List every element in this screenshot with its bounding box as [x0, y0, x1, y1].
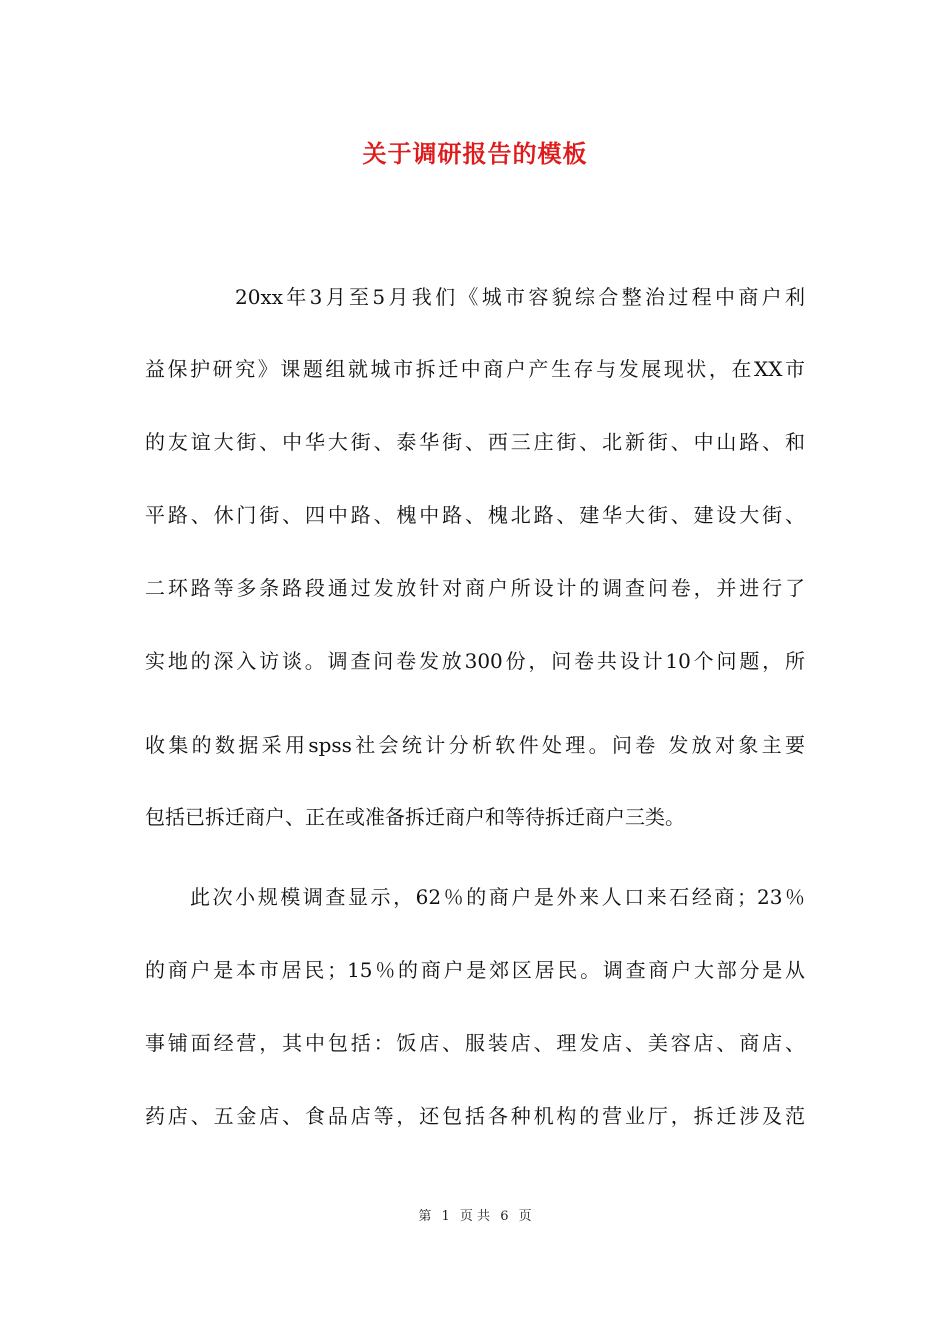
current-page-number: 1 [441, 1209, 450, 1224]
footer-suffix: 页 [518, 1209, 532, 1224]
page-footer [0, 1208, 950, 1226]
paragraph-line: 包括已拆迁商户、正在或准备拆迁商户和等待拆迁商户三类。 [145, 805, 685, 829]
paragraph-line: 实地的深入访谈。调查问卷发放300份，问卷共设计10个问题，所 [145, 649, 805, 673]
paragraph-line: 20xx年3月至5月我们《城市容貌综合整治过程中商户利 [235, 285, 805, 309]
paragraph-line: 收集的数据采用spss社会统计分析软件处理。问卷 发放对象主要 [145, 733, 805, 757]
paragraph-line: 的商户是本市居民；15％的商户是郊区居民。调查商户大部分是从 [145, 958, 805, 982]
paragraph-line: 药店、五金店、食品店等，还包括各种机构的营业厅，拆迁涉及范 [145, 1104, 805, 1128]
paragraph-line: 事铺面经营，其中包括：饭店、服装店、理发店、美容店、商店、 [145, 1031, 805, 1055]
footer-prefix: 第 [418, 1209, 432, 1224]
footer-mid: 页 共 [459, 1209, 491, 1224]
paragraph-line: 的友谊大街、中华大街、泰华街、西三庄街、北新街、中山路、和 [145, 430, 805, 454]
document-title: 关于调研报告的模板 [362, 139, 588, 168]
paragraph-line: 二环路等多条路段通过发放针对商户所设计的调查问卷，并进行了 [145, 576, 805, 600]
paragraph-line: 此次小规模调查显示，62％的商户是外来人口来石经商；23％ [190, 885, 805, 909]
paragraph-line: 益保护研究》课题组就城市拆迁中商户产生存与发展现状，在XX市 [145, 357, 805, 381]
paragraph-line: 平路、休门街、四中路、槐中路、槐北路、建华大街、建设大街、 [145, 503, 805, 527]
total-pages-number: 6 [500, 1209, 509, 1224]
